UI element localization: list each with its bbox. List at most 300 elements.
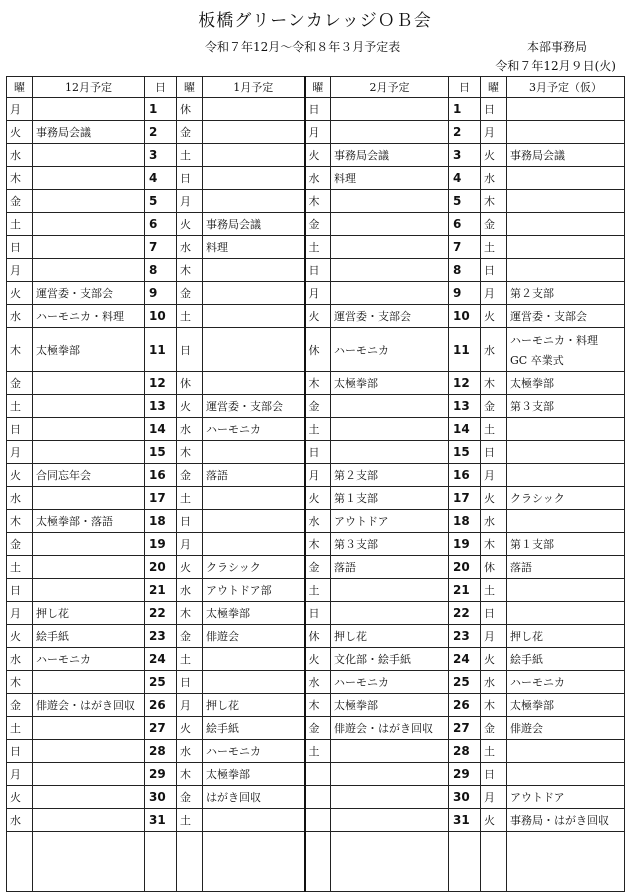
weekday-jan [177,328,203,372]
day-number-text: 30 [149,790,166,804]
blank-cell [203,832,305,892]
schedule-row [7,533,625,556]
day-number-2 [449,694,481,717]
event-dec [33,579,145,602]
weekday-mar [481,190,507,213]
schedule-row [7,213,625,236]
weekday-dec-text: 木 [10,515,21,528]
weekday-dec-text: 火 [10,469,21,482]
schedule-row [7,740,625,763]
weekday-dec [7,259,33,282]
weekday-mar [481,213,507,236]
weekday-jan [177,510,203,533]
weekday-mar-text: 月 [484,287,495,300]
weekday-dec-text: 水 [10,310,21,323]
blank-row [7,832,625,892]
weekday-mar-text: 火 [484,653,495,666]
weekday-feb [305,464,331,487]
weekday-jan-text: 日 [180,343,191,357]
schedule-row [7,259,625,282]
schedule-row [7,809,625,832]
event-jan-text: 太極拳部 [206,768,250,781]
day-number [145,487,177,510]
weekday-feb [305,282,331,305]
weekday-jan [177,144,203,167]
weekday-mar-text: 日 [484,768,495,781]
weekday-jan [177,441,203,464]
weekday-feb [305,671,331,694]
event-jan [203,786,305,809]
event-dec [33,487,145,510]
event-jan [203,418,305,441]
weekday-jan [177,786,203,809]
blank-cell [449,832,481,892]
weekday-mar-text: 水 [484,676,495,689]
weekday-mar-text: 火 [484,492,495,505]
day-number [145,282,177,305]
weekday-jan-text: 水 [180,241,191,254]
weekday-dec-text: 木 [10,676,21,689]
weekday-dec-text: 土 [10,561,21,574]
weekday-dec [7,121,33,144]
weekday-mar-text: 金 [484,722,495,735]
event-jan-text: 運営委・支部会 [206,400,283,413]
event-feb-text: 押し花 [334,630,367,643]
weekday-mar [481,372,507,395]
schedule-row [7,190,625,213]
weekday-dec [7,190,33,213]
event-dec [33,602,145,625]
day-number-2-text: 30 [453,790,470,804]
day-number-2-text: 10 [453,309,470,323]
event-mar-text: ハーモニカ・料理 [510,333,598,347]
weekday-dec-text: 水 [10,149,21,162]
schedule-row [7,763,625,786]
event-jan-text: 俳遊会 [206,630,239,643]
schedule-period: 令和７年12月～令和８年３月予定表 [205,40,401,54]
weekday-dec-text: 水 [10,492,21,505]
weekday-jan-text: 日 [180,676,191,689]
day-number-2-text: 25 [453,675,470,689]
weekday-feb-text: 日 [308,264,320,277]
weekday-dec-text: 日 [10,584,21,597]
event-feb [331,533,449,556]
event-jan [203,763,305,786]
day-number [145,259,177,282]
weekday-jan [177,487,203,510]
day-number-text: 11 [149,342,166,357]
event-dec [33,464,145,487]
day-number-text: 13 [149,399,166,413]
weekday-jan [177,236,203,259]
weekday-jan [177,694,203,717]
day-number-2 [449,602,481,625]
weekday-feb [305,579,331,602]
event-feb-text: 料理 [334,172,356,185]
weekday-mar-text: 金 [484,218,495,231]
weekday-mar [481,809,507,832]
event-jan-text: 太極拳部 [206,607,250,620]
day-number [145,763,177,786]
weekday-jan [177,372,203,395]
weekday-dec [7,144,33,167]
weekday-dec-text: 土 [10,722,21,735]
day-number-text: 3 [149,148,158,162]
weekday-feb-text: 金 [308,722,320,735]
weekday-dec [7,167,33,190]
event-dec-text: 押し花 [36,607,69,620]
weekday-dec-text: 月 [10,768,21,781]
weekday-feb [305,740,331,763]
weekday-dec [7,510,33,533]
weekday-mar [481,418,507,441]
event-mar-text: ハーモニカ [510,676,565,689]
day-number [145,786,177,809]
day-number-text: 10 [149,309,166,323]
weekday-jan [177,763,203,786]
day-number [145,236,177,259]
event-feb [331,305,449,328]
event-jan-text: ハーモニカ [206,423,261,436]
weekday-dec [7,328,33,372]
day-number-2 [449,372,481,395]
event-mar-text: 押し花 [510,630,543,643]
day-number-text: 7 [149,240,158,254]
day-number-2-text: 9 [453,286,462,300]
event-mar-text: 絵手紙 [510,653,543,666]
schedule-row [7,121,625,144]
event-mar [507,510,625,533]
weekday-jan [177,556,203,579]
weekday-dec-text: 金 [10,377,21,390]
day-number-2-text: 19 [453,537,470,551]
weekday-feb-text: 土 [308,745,320,758]
event-dec-text: 事務局会議 [36,126,91,139]
header-jan: 1月予定 [203,77,305,98]
weekday-dec [7,464,33,487]
event-mar [507,167,625,190]
event-mar [507,625,625,648]
event-jan-text: 料理 [206,241,228,254]
event-jan [203,144,305,167]
weekday-feb-text: 火 [308,492,320,505]
header-weekday-mar: 曜 [481,77,507,98]
weekday-feb-text: 金 [308,400,320,413]
schedule-row [7,717,625,740]
event-jan [203,305,305,328]
event-feb [331,259,449,282]
day-number [145,809,177,832]
day-number [145,395,177,418]
event-jan [203,98,305,121]
event-feb [331,144,449,167]
day-number-text: 18 [149,514,166,528]
day-number-2-text: 12 [453,376,470,390]
day-number-2 [449,740,481,763]
weekday-mar-text: 月 [484,469,495,482]
weekday-feb-text: 水 [308,515,320,528]
day-number-2 [449,763,481,786]
weekday-feb [305,487,331,510]
weekday-dec [7,236,33,259]
event-mar-text: クラシック [510,492,565,505]
weekday-jan [177,717,203,740]
day-number-2-text: 29 [453,767,470,781]
day-number-2 [449,236,481,259]
event-jan [203,579,305,602]
header-feb: 2月予定 [331,77,449,98]
weekday-mar-text: 月 [484,630,495,643]
weekday-feb [305,809,331,832]
event-feb [331,372,449,395]
event-feb [331,441,449,464]
day-number-2-text: 1 [453,102,462,116]
weekday-jan-text: 土 [180,653,191,666]
event-jan-text: 押し花 [206,699,239,712]
day-number-2-text: 22 [453,606,470,620]
weekday-jan-text: 休 [180,103,191,116]
day-number-text: 2 [149,125,158,139]
weekday-dec-text: 火 [10,791,21,804]
event-jan [203,395,305,418]
weekday-feb-text: 水 [308,172,320,185]
blank-cell [305,832,331,892]
weekday-mar-text: 土 [484,584,495,597]
weekday-mar [481,671,507,694]
event-feb [331,625,449,648]
day-number [145,579,177,602]
day-number-text: 8 [149,263,158,277]
event-jan [203,190,305,213]
schedule-row [7,167,625,190]
header-day: 日 [145,77,177,98]
weekday-dec [7,763,33,786]
day-number [145,717,177,740]
weekday-dec-text: 月 [10,103,21,116]
weekday-mar [481,282,507,305]
day-number-2 [449,328,481,372]
event-dec-text: 絵手紙 [36,630,69,643]
weekday-mar [481,694,507,717]
event-dec [33,190,145,213]
weekday-jan-text: 土 [180,149,191,162]
issue-date: 令和７年12月９日(火) [495,59,616,73]
event-mar-text: 俳遊会 [510,722,543,735]
weekday-feb-text: 火 [308,310,320,323]
weekday-dec-text: 木 [10,172,21,185]
day-number-2 [449,282,481,305]
event-mar [507,763,625,786]
weekday-mar [481,786,507,809]
event-feb [331,213,449,236]
weekday-feb-text: 火 [308,653,320,666]
event-mar [507,786,625,809]
event-mar [507,259,625,282]
event-dec [33,556,145,579]
blank-cell [331,832,449,892]
weekday-feb [305,717,331,740]
weekday-feb-text: 休 [308,630,320,643]
schedule-row [7,487,625,510]
event-mar [507,487,625,510]
weekday-jan-text: 水 [180,423,191,436]
event-mar-text: 第２支部 [510,287,554,300]
event-feb [331,464,449,487]
weekday-mar-text: 休 [484,561,495,574]
event-jan [203,328,305,372]
weekday-dec [7,98,33,121]
event-jan [203,602,305,625]
weekday-dec [7,556,33,579]
day-number-2-text: 4 [453,171,462,185]
schedule-row [7,305,625,328]
schedule-row [7,144,625,167]
weekday-dec [7,740,33,763]
weekday-feb-text: 木 [308,699,320,712]
event-dec [33,763,145,786]
day-number-text: 14 [149,422,166,436]
weekday-mar [481,464,507,487]
day-number-2-text: 16 [453,468,470,482]
weekday-feb-text: 木 [308,538,320,551]
schedule-row [7,786,625,809]
event-jan [203,487,305,510]
event-mar-text: 第３支部 [510,400,554,413]
event-mar [507,213,625,236]
event-mar-text: 落語 [510,561,532,574]
event-feb [331,487,449,510]
event-mar [507,809,625,832]
event-mar [507,282,625,305]
event-feb [331,328,449,372]
weekday-jan-text: 木 [180,446,191,459]
day-number-text: 19 [149,537,166,551]
weekday-mar [481,395,507,418]
weekday-feb [305,648,331,671]
weekday-jan-text: 木 [180,768,191,781]
weekday-dec-text: 土 [10,400,21,413]
weekday-mar-text: 土 [484,423,495,436]
schedule-table [6,76,625,892]
event-feb [331,98,449,121]
day-number-2 [449,190,481,213]
weekday-jan [177,602,203,625]
event-feb [331,786,449,809]
schedule-row [7,648,625,671]
weekday-mar-text: 木 [484,377,495,390]
day-number-text: 9 [149,286,158,300]
event-mar [507,121,625,144]
event-jan [203,167,305,190]
schedule-row [7,98,625,121]
day-number [145,372,177,395]
event-dec [33,121,145,144]
day-number-text: 21 [149,583,166,597]
day-number-text: 28 [149,744,166,758]
event-mar [507,694,625,717]
weekday-mar-text: 火 [484,310,495,323]
event-mar [507,579,625,602]
event-dec [33,441,145,464]
weekday-jan [177,190,203,213]
weekday-dec-text: 月 [10,607,21,620]
weekday-mar [481,259,507,282]
day-number-text: 27 [149,721,166,735]
page-title: 板橋グリーンカレッジＯＢ会 [198,11,432,31]
event-mar-text: 事務局・はがき回収 [510,814,609,827]
blank-cell [177,832,203,892]
event-jan [203,671,305,694]
weekday-mar [481,487,507,510]
weekday-jan [177,418,203,441]
weekday-dec [7,579,33,602]
weekday-feb-text: 土 [308,241,320,254]
event-jan [203,694,305,717]
day-number-text: 24 [149,652,166,666]
weekday-jan [177,395,203,418]
day-number-text: 5 [149,194,158,208]
day-number [145,167,177,190]
event-feb [331,763,449,786]
day-number-2 [449,464,481,487]
weekday-dec-text: 火 [10,126,21,139]
event-feb-text: 第１支部 [334,492,378,505]
event-feb [331,579,449,602]
event-jan [203,648,305,671]
weekday-mar-text: 月 [484,126,495,139]
weekday-jan-text: 金 [180,630,191,643]
schedule-row [7,556,625,579]
event-jan [203,533,305,556]
day-number [145,144,177,167]
day-number [145,98,177,121]
weekday-jan-text: 金 [180,469,191,482]
weekday-mar-text: 木 [484,699,495,712]
event-feb [331,740,449,763]
weekday-jan-text: 火 [180,400,191,413]
weekday-feb [305,533,331,556]
weekday-jan-text: 火 [180,722,191,735]
weekday-jan [177,809,203,832]
weekday-jan [177,464,203,487]
day-number-2-text: 15 [453,445,470,459]
event-mar [507,671,625,694]
day-number-2-text: 2 [453,125,462,139]
weekday-feb-text: 月 [308,126,320,139]
weekday-jan [177,648,203,671]
event-mar-text: アウトドア [510,791,565,804]
event-dec [33,533,145,556]
day-number-2-text: 18 [453,514,470,528]
weekday-feb-text: 日 [308,607,320,620]
weekday-dec [7,648,33,671]
header-day-2: 日 [449,77,481,98]
event-dec [33,328,145,372]
weekday-mar-text: 土 [484,241,495,254]
schedule-row [7,236,625,259]
weekday-feb [305,694,331,717]
day-number [145,556,177,579]
weekday-feb [305,190,331,213]
weekday-jan [177,533,203,556]
event-mar [507,372,625,395]
schedule-row [7,282,625,305]
day-number-2-text: 21 [453,583,470,597]
event-mar [507,305,625,328]
blank-cell [507,832,625,892]
event-dec [33,510,145,533]
schedule-row [7,328,625,372]
